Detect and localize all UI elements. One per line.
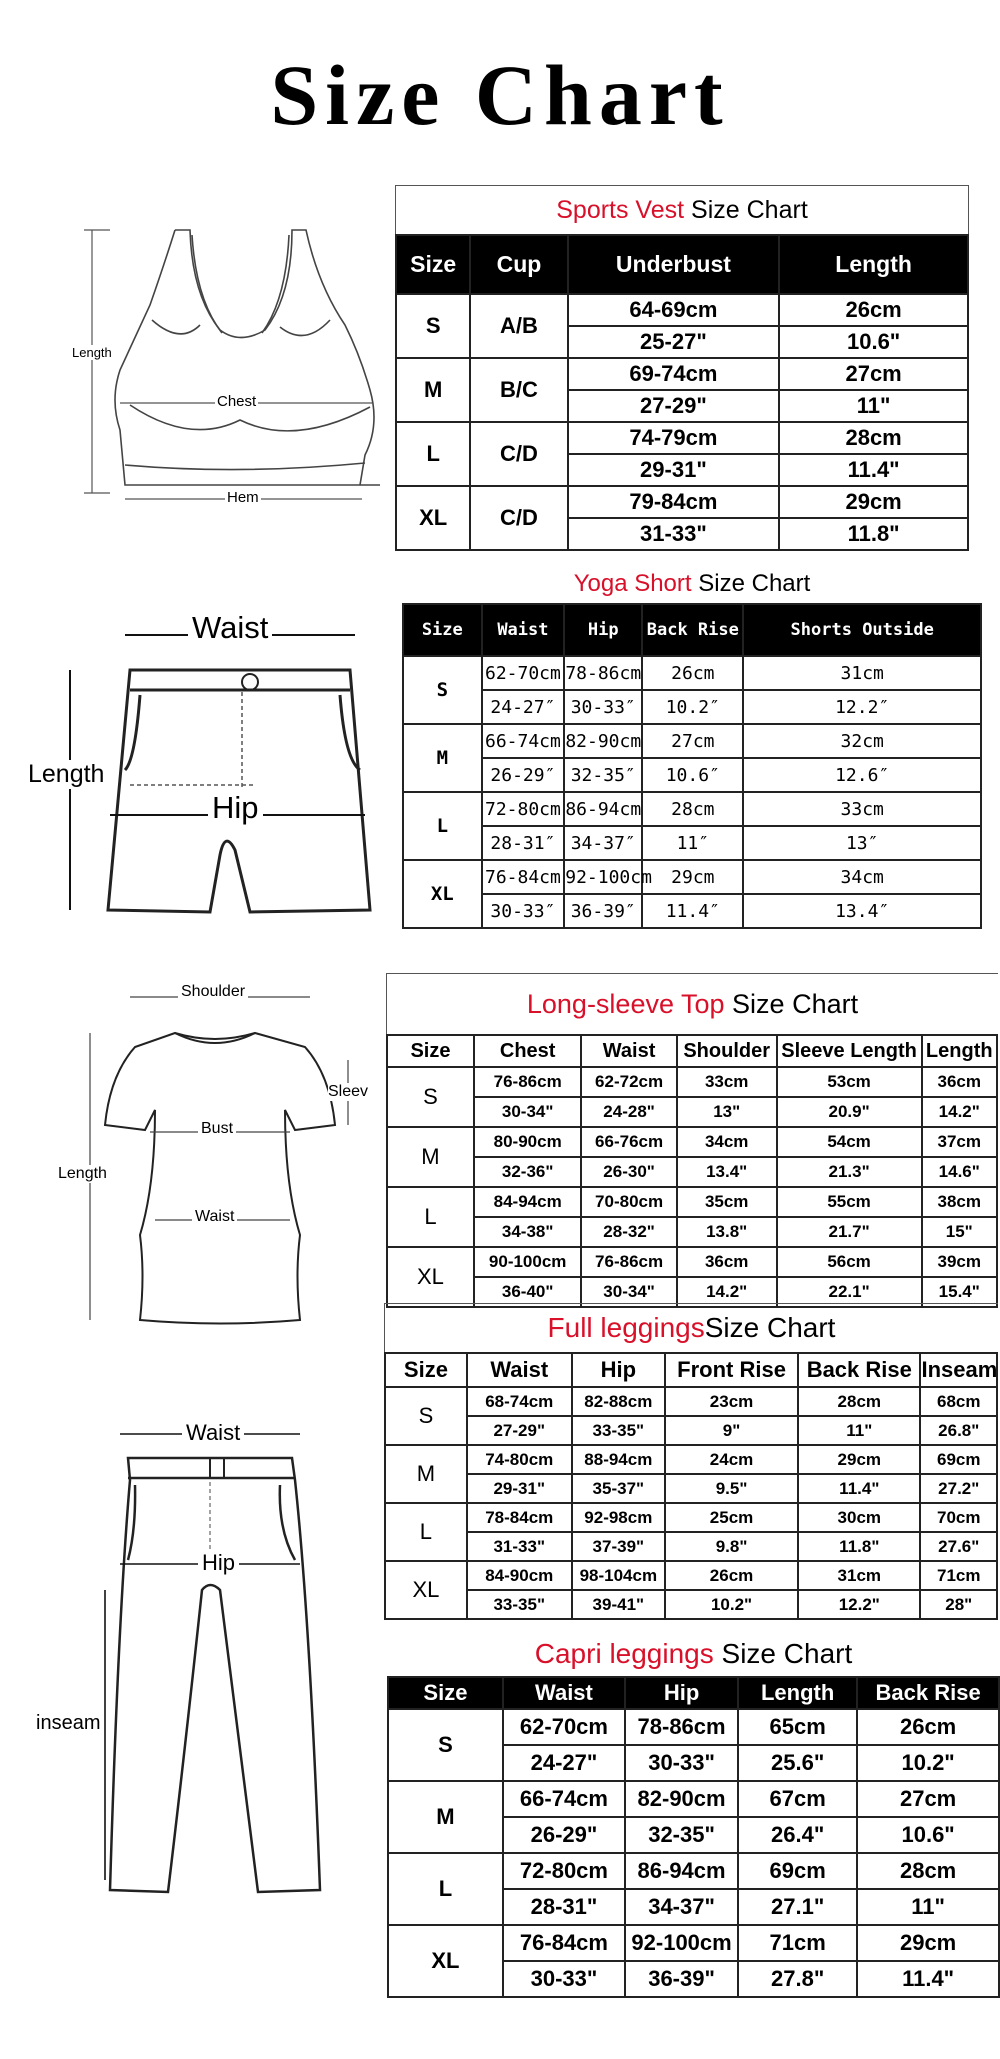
- table-cell: 78-86cm: [564, 656, 642, 690]
- table-cell: 29-31": [568, 454, 780, 486]
- table-cell: 26.8": [920, 1416, 997, 1445]
- table-cell: 71cm: [738, 1925, 857, 1961]
- table-cell: 28-31″: [482, 826, 565, 860]
- table-cell: 72-80cm: [503, 1853, 625, 1889]
- table-cell: 69-74cm: [568, 358, 780, 390]
- table-row: [403, 826, 981, 860]
- size-cell: L: [396, 422, 470, 486]
- table-cell: 12.2": [798, 1590, 920, 1619]
- table-cell: 11.4": [779, 454, 968, 486]
- capri-leggings-table: [387, 1676, 1000, 1998]
- table-cell: 70-80cm: [581, 1187, 676, 1217]
- size-cell: S: [403, 656, 482, 724]
- table-cell: 30-33": [625, 1745, 738, 1781]
- yoga-length-label: Length: [28, 760, 105, 788]
- table-row: [387, 1127, 997, 1157]
- table-row: [385, 1590, 997, 1619]
- size-cell: M: [403, 724, 482, 792]
- table-cell: 23cm: [665, 1387, 798, 1416]
- header-length: Length: [922, 1035, 998, 1067]
- top-table: [386, 1034, 998, 1308]
- table-cell: 34cm: [743, 860, 981, 894]
- table-cell: 37cm: [922, 1127, 998, 1157]
- table-cell: 62-72cm: [581, 1067, 676, 1097]
- vest-length-label: Length: [72, 345, 112, 360]
- table-cell: 31-33": [467, 1532, 572, 1561]
- table-cell: 82-88cm: [572, 1387, 665, 1416]
- top-illustration: [40, 975, 380, 1345]
- table-cell: 11": [798, 1416, 920, 1445]
- header-underbust: Underbust: [568, 235, 780, 294]
- table-cell: 29cm: [857, 1925, 999, 1961]
- size-cell: M: [388, 1781, 503, 1853]
- table-cell: 13.4": [677, 1157, 777, 1187]
- table-cell: 28-32": [581, 1217, 676, 1247]
- table-cell: 82-90cm: [564, 724, 642, 758]
- table-cell: 72-80cm: [482, 792, 565, 826]
- table-cell: 33cm: [743, 792, 981, 826]
- table-cell: 13": [677, 1097, 777, 1127]
- table-cell: 33-35": [572, 1416, 665, 1445]
- table-cell: 10.6″: [642, 758, 743, 792]
- table-cell: 11.8": [798, 1532, 920, 1561]
- top-shoulder-label: Shoulder: [178, 983, 248, 1001]
- table-cell: 15.4": [922, 1277, 998, 1307]
- table-cell: 36-40": [474, 1277, 582, 1307]
- table-cell: 34-37″: [564, 826, 642, 860]
- top-length-label: Length: [58, 1165, 107, 1182]
- table-cell: 21.3": [777, 1157, 922, 1187]
- header-waist: Waist: [467, 1353, 572, 1387]
- table-cell: 36-39″: [564, 894, 642, 928]
- table-row: [385, 1445, 997, 1474]
- table-cell: 26cm: [642, 656, 743, 690]
- table-cell: 30-34": [474, 1097, 582, 1127]
- table-cell: 11.8": [779, 518, 968, 550]
- size-cell: XL: [387, 1247, 474, 1307]
- table-cell: 13.8": [677, 1217, 777, 1247]
- header-waist: Waist: [482, 604, 565, 656]
- table-cell: 11.4″: [642, 894, 743, 928]
- top-waist-label: Waist: [192, 1208, 237, 1226]
- vest-hem-label: Hem: [227, 489, 259, 506]
- table-cell: 13.4″: [743, 894, 981, 928]
- cup-cell: C/D: [470, 486, 567, 550]
- table-cell: 26.4": [738, 1817, 857, 1853]
- chart-title: Full leggingsSize Chart: [384, 1303, 998, 1352]
- table-cell: 70cm: [920, 1503, 997, 1532]
- table-cell: 29cm: [779, 486, 968, 518]
- table-cell: 25-27": [568, 326, 780, 358]
- table-row: [403, 758, 981, 792]
- table-cell: 9.8": [665, 1532, 798, 1561]
- table-row: [403, 792, 981, 826]
- table-cell: 27.2": [920, 1474, 997, 1503]
- table-row: [385, 1532, 997, 1561]
- table-cell: 21.7": [777, 1217, 922, 1247]
- header-cup: Cup: [470, 235, 567, 294]
- table-cell: 32-35″: [564, 758, 642, 792]
- table-row: [396, 294, 968, 326]
- size-cell: M: [396, 358, 470, 422]
- table-cell: 78-86cm: [625, 1709, 738, 1745]
- table-cell: 25.6": [738, 1745, 857, 1781]
- yoga-waist-label: Waist: [188, 610, 272, 646]
- table-row: [403, 724, 981, 758]
- size-cell: M: [387, 1127, 474, 1187]
- table-cell: 39-41": [572, 1590, 665, 1619]
- header-size: Size: [385, 1353, 467, 1387]
- table-cell: 66-74cm: [482, 724, 565, 758]
- header-chest: Chest: [474, 1035, 582, 1067]
- table-cell: 92-98cm: [572, 1503, 665, 1532]
- table-cell: 98-104cm: [572, 1561, 665, 1590]
- table-cell: 25cm: [665, 1503, 798, 1532]
- table-cell: 29-31": [467, 1474, 572, 1503]
- table-cell: 28cm: [857, 1853, 999, 1889]
- table-row: [387, 1217, 997, 1247]
- size-cell: XL: [403, 860, 482, 928]
- table-cell: 66-74cm: [503, 1781, 625, 1817]
- header-waist: Waist: [581, 1035, 676, 1067]
- table-cell: 36cm: [677, 1247, 777, 1277]
- table-row: [385, 1474, 997, 1503]
- table-cell: 66-76cm: [581, 1127, 676, 1157]
- long-sleeve-top-chart: [386, 973, 998, 1308]
- header-hip: Hip: [564, 604, 642, 656]
- table-row: [396, 486, 968, 518]
- table-cell: 86-94cm: [564, 792, 642, 826]
- header-shorts-outside: Shorts Outside: [743, 604, 981, 656]
- table-cell: 27.8": [738, 1961, 857, 1997]
- table-cell: 28": [920, 1590, 997, 1619]
- table-row: [388, 1925, 999, 1961]
- sports-vest-illustration: [72, 225, 380, 515]
- table-cell: 74-80cm: [467, 1445, 572, 1474]
- table-cell: 35-37": [572, 1474, 665, 1503]
- table-cell: 11": [779, 390, 968, 422]
- table-cell: 36cm: [922, 1067, 998, 1097]
- cup-cell: C/D: [470, 422, 567, 486]
- table-cell: 29cm: [642, 860, 743, 894]
- table-row: [387, 1067, 997, 1097]
- table-cell: 69cm: [920, 1445, 997, 1474]
- table-cell: 90-100cm: [474, 1247, 582, 1277]
- top-sleeve-label: Sleev: [328, 1083, 369, 1100]
- table-cell: 38cm: [922, 1187, 998, 1217]
- size-cell: L: [403, 792, 482, 860]
- table-cell: 12.6″: [743, 758, 981, 792]
- table-cell: 10.2": [857, 1745, 999, 1781]
- header-size: Size: [396, 235, 470, 294]
- table-cell: 24-27″: [482, 690, 565, 724]
- size-cell: XL: [396, 486, 470, 550]
- table-cell: 27cm: [642, 724, 743, 758]
- size-cell: L: [387, 1187, 474, 1247]
- size-cell: M: [385, 1445, 467, 1503]
- header-size: Size: [387, 1035, 474, 1067]
- header-hip: Hip: [625, 1677, 738, 1709]
- chart-title: Capri leggings Size Chart: [534, 1638, 853, 1669]
- page-title: Size Chart: [270, 47, 730, 143]
- table-cell: 54cm: [777, 1127, 922, 1157]
- yoga-short-chart: [402, 565, 982, 929]
- table-cell: 82-90cm: [625, 1781, 738, 1817]
- table-cell: 27-29": [467, 1416, 572, 1445]
- table-cell: 67cm: [738, 1781, 857, 1817]
- table-cell: 26cm: [665, 1561, 798, 1590]
- table-cell: 31cm: [743, 656, 981, 690]
- table-cell: 33-35": [467, 1590, 572, 1619]
- table-cell: 27.1": [738, 1889, 857, 1925]
- table-cell: 28cm: [798, 1387, 920, 1416]
- table-cell: 33cm: [677, 1067, 777, 1097]
- table-cell: 88-94cm: [572, 1445, 665, 1474]
- yoga-hip-label: Hip: [208, 790, 263, 826]
- size-cell: S: [385, 1387, 467, 1445]
- size-cell: XL: [388, 1925, 503, 1997]
- table-cell: 14.2": [677, 1277, 777, 1307]
- table-cell: 37-39": [572, 1532, 665, 1561]
- table-row: [385, 1387, 997, 1416]
- header-sleeve-length: Sleeve Length: [777, 1035, 922, 1067]
- header-front-rise: Front Rise: [665, 1353, 798, 1387]
- size-cell: L: [388, 1853, 503, 1925]
- size-cell: XL: [385, 1561, 467, 1619]
- header-waist: Waist: [503, 1677, 625, 1709]
- cup-cell: A/B: [470, 294, 567, 358]
- table-cell: 10.2″: [642, 690, 743, 724]
- table-cell: 80-90cm: [474, 1127, 582, 1157]
- table-cell: 30-34": [581, 1277, 676, 1307]
- table-cell: 20.9": [777, 1097, 922, 1127]
- table-cell: 22.1": [777, 1277, 922, 1307]
- table-row: [403, 860, 981, 894]
- table-cell: 26cm: [779, 294, 968, 326]
- table-cell: 14.2": [922, 1097, 998, 1127]
- table-cell: 15": [922, 1217, 998, 1247]
- top-bust-label: Bust: [198, 1120, 236, 1138]
- chart-title: Sports Vest Size Chart: [395, 185, 969, 234]
- header-shoulder: Shoulder: [677, 1035, 777, 1067]
- table-cell: 14.6": [922, 1157, 998, 1187]
- table-row: [388, 1781, 999, 1817]
- table-cell: 35cm: [677, 1187, 777, 1217]
- cup-cell: B/C: [470, 358, 567, 422]
- leggings-illustration: [10, 1420, 380, 1910]
- header-back-rise: Back Rise: [642, 604, 743, 656]
- table-cell: 9": [665, 1416, 798, 1445]
- table-cell: 26-29″: [482, 758, 565, 792]
- sports-vest-table: [395, 234, 969, 551]
- header-back-rise: Back Rise: [857, 1677, 999, 1709]
- table-cell: 28cm: [642, 792, 743, 826]
- header-inseam: Inseam: [920, 1353, 997, 1387]
- table-cell: 24-28": [581, 1097, 676, 1127]
- table-cell: 30-33″: [482, 894, 565, 928]
- table-cell: 27-29": [568, 390, 780, 422]
- table-cell: 62-70cm: [482, 656, 565, 690]
- table-cell: 31cm: [798, 1561, 920, 1590]
- table-cell: 34cm: [677, 1127, 777, 1157]
- table-cell: 69cm: [738, 1853, 857, 1889]
- size-cell: S: [387, 1067, 474, 1127]
- table-cell: 78-84cm: [467, 1503, 572, 1532]
- table-cell: 27.6": [920, 1532, 997, 1561]
- header-size: Size: [403, 604, 482, 656]
- table-row: [396, 422, 968, 454]
- table-cell: 24-27": [503, 1745, 625, 1781]
- table-cell: 28cm: [779, 422, 968, 454]
- table-cell: 79-84cm: [568, 486, 780, 518]
- table-cell: 10.6": [779, 326, 968, 358]
- header-length: Length: [738, 1677, 857, 1709]
- chart-title: Long-sleeve Top Size Chart: [386, 973, 998, 1034]
- table-cell: 56cm: [777, 1247, 922, 1277]
- table-cell: 76-84cm: [482, 860, 565, 894]
- table-cell: 26-29": [503, 1817, 625, 1853]
- table-row: [387, 1247, 997, 1277]
- table-cell: 84-94cm: [474, 1187, 582, 1217]
- table-cell: 65cm: [738, 1709, 857, 1745]
- capri-leggings-chart: [387, 1632, 1000, 1998]
- yoga-short-table: [402, 603, 982, 929]
- table-cell: 26-30": [581, 1157, 676, 1187]
- table-cell: 53cm: [777, 1067, 922, 1097]
- table-cell: 68cm: [920, 1387, 997, 1416]
- table-cell: 62-70cm: [503, 1709, 625, 1745]
- table-cell: 64-69cm: [568, 294, 780, 326]
- table-cell: 13″: [743, 826, 981, 860]
- table-cell: 11.4": [798, 1474, 920, 1503]
- table-row: [387, 1187, 997, 1217]
- table-cell: 92-100cm: [625, 1925, 738, 1961]
- table-cell: 30cm: [798, 1503, 920, 1532]
- table-cell: 28-31": [503, 1889, 625, 1925]
- table-cell: 30-33": [503, 1961, 625, 1997]
- table-cell: 9.5": [665, 1474, 798, 1503]
- table-cell: 27cm: [779, 358, 968, 390]
- full-leggings-table: [384, 1352, 998, 1620]
- table-cell: 12.2″: [743, 690, 981, 724]
- table-cell: 76-86cm: [474, 1067, 582, 1097]
- table-cell: 31-33": [568, 518, 780, 550]
- header-length: Length: [779, 235, 968, 294]
- table-cell: 24cm: [665, 1445, 798, 1474]
- table-row: [396, 358, 968, 390]
- table-cell: 29cm: [798, 1445, 920, 1474]
- table-cell: 39cm: [922, 1247, 998, 1277]
- table-cell: 68-74cm: [467, 1387, 572, 1416]
- leggings-waist-label: Waist: [182, 1420, 244, 1446]
- table-cell: 26cm: [857, 1709, 999, 1745]
- chart-title: Yoga Short Size Chart: [573, 570, 811, 597]
- table-row: [387, 1157, 997, 1187]
- table-cell: 86-94cm: [625, 1853, 738, 1889]
- table-cell: 84-90cm: [467, 1561, 572, 1590]
- table-cell: 30-33″: [564, 690, 642, 724]
- table-cell: 74-79cm: [568, 422, 780, 454]
- table-cell: 76-86cm: [581, 1247, 676, 1277]
- table-row: [388, 1853, 999, 1889]
- table-row: [403, 690, 981, 724]
- table-row: [388, 1709, 999, 1745]
- table-cell: 32-35": [625, 1817, 738, 1853]
- table-cell: 11.4": [857, 1961, 999, 1997]
- table-cell: 11″: [642, 826, 743, 860]
- table-cell: 34-37": [625, 1889, 738, 1925]
- leggings-inseam-label: inseam: [36, 1712, 101, 1734]
- table-row: [385, 1561, 997, 1590]
- table-cell: 10.2": [665, 1590, 798, 1619]
- table-cell: 71cm: [920, 1561, 997, 1590]
- size-cell: S: [396, 294, 470, 358]
- size-cell: S: [388, 1709, 503, 1781]
- table-cell: 27cm: [857, 1781, 999, 1817]
- yoga-short-illustration: [20, 610, 380, 930]
- leggings-hip-label: Hip: [198, 1550, 239, 1576]
- table-row: [403, 894, 981, 928]
- header-back-rise: Back Rise: [798, 1353, 920, 1387]
- table-row: [385, 1416, 997, 1445]
- table-cell: 55cm: [777, 1187, 922, 1217]
- table-cell: 10.6": [857, 1817, 999, 1853]
- table-cell: 76-84cm: [503, 1925, 625, 1961]
- table-row: [387, 1097, 997, 1127]
- full-leggings-chart: [384, 1303, 998, 1620]
- table-cell: 11": [857, 1889, 999, 1925]
- table-cell: 32cm: [743, 724, 981, 758]
- table-cell: 34-38": [474, 1217, 582, 1247]
- table-cell: 36-39": [625, 1961, 738, 1997]
- table-row: [385, 1503, 997, 1532]
- table-row: [403, 656, 981, 690]
- header-size: Size: [388, 1677, 503, 1709]
- header-hip: Hip: [572, 1353, 665, 1387]
- sports-vest-chart: [395, 185, 969, 551]
- size-cell: L: [385, 1503, 467, 1561]
- table-cell: 92-100cm: [564, 860, 642, 894]
- vest-chest-label: Chest: [217, 393, 257, 410]
- table-cell: 32-36": [474, 1157, 582, 1187]
